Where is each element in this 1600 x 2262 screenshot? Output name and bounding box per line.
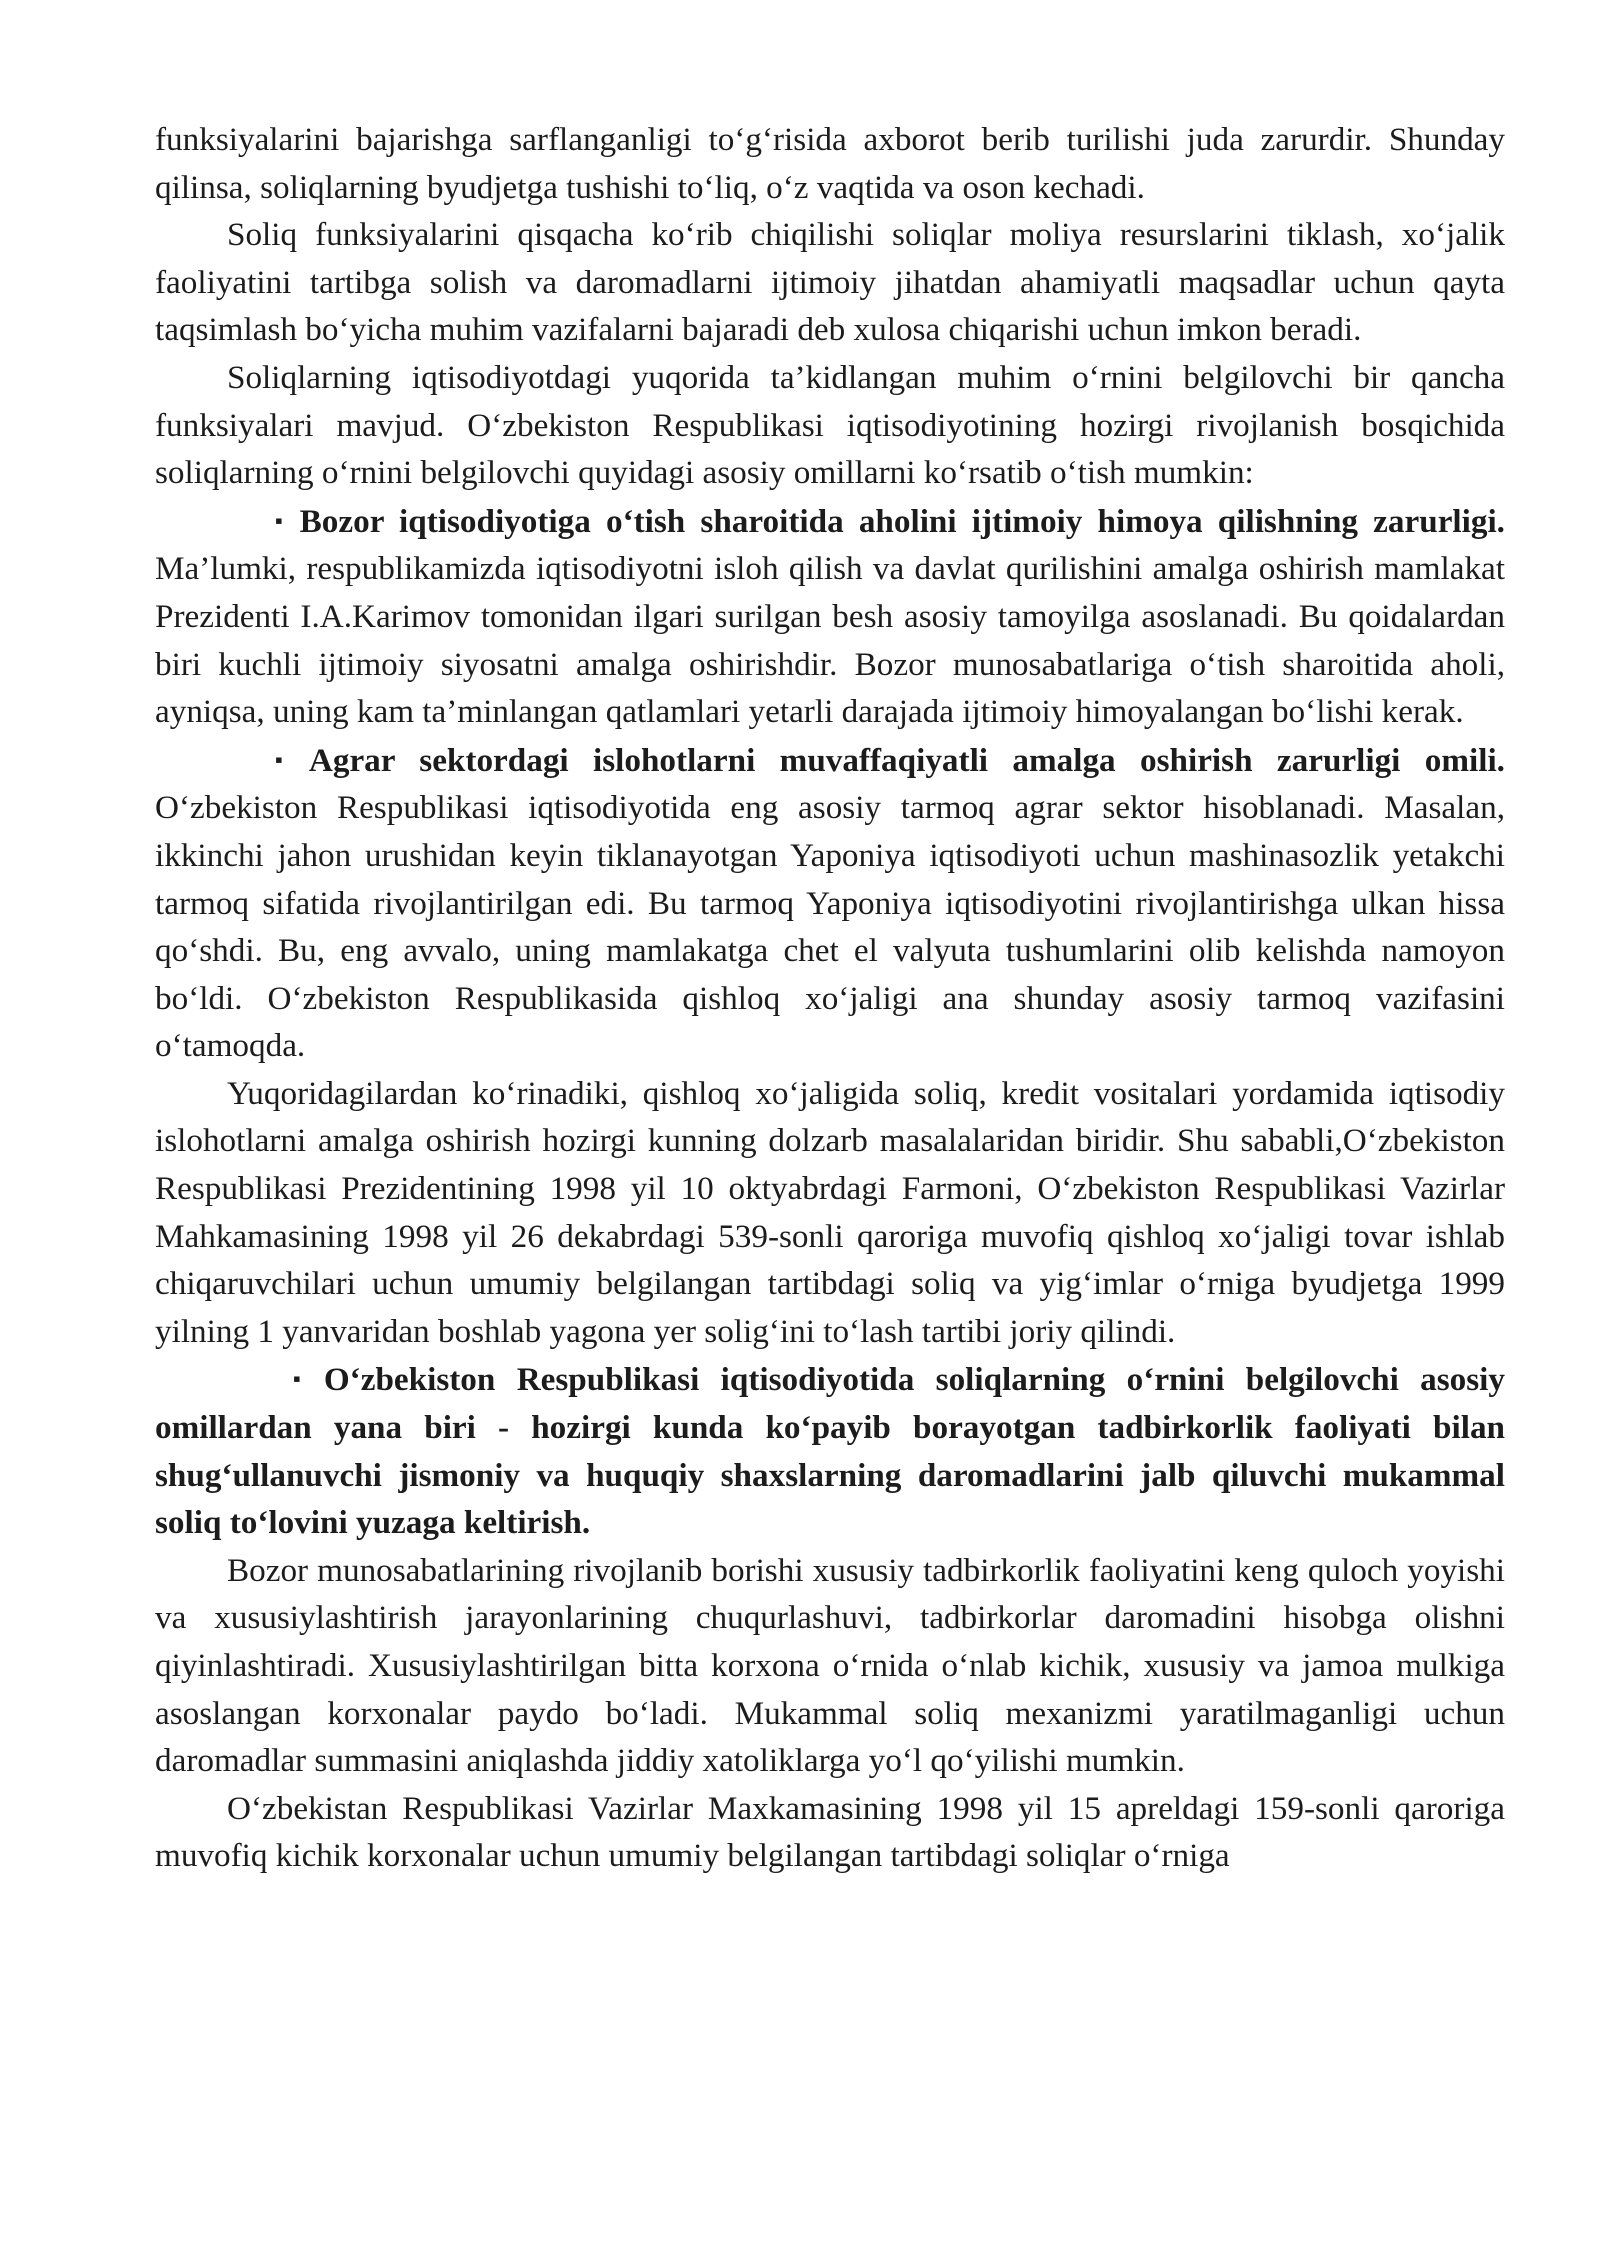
bullet-item-entrepreneur-tax (155, 1355, 1505, 1546)
bullet-item-social-protection (155, 497, 1505, 736)
bullet-heading: O‘zbekiston Respublikasi iqtisodiyotida soliqlarning o‘rnini belgilovchi asosiy omillardan yana biri - hozirgi kunda ko‘payib borayotgan tadbirkorlik faoliyati bilan shug‘ullanuvchi jismoniy va huquqiy shaxslarning daromadlarini jalb qiluvchi mukammal soliq to‘lovini yuzaga keltirish. (155, 1361, 1505, 1542)
square-bullet-icon: ▪ (275, 507, 290, 533)
paragraph-market-relations: Bozor munosabatlarining rivojlanib borishi xususiy tadbirkorlik faoliyatini keng quloch yoyishi va xususiylashtirish jarayonlarining chuqurlashuvi, tadbirkorlar daromadini hisobga olishni qiyinlashtiradi. Xususiylashtirilgan bitta korxona o‘rnida o‘nlab kichik, xususiy va jamoa mulkiga asoslangan korxonalar paydo bo‘ladi. Mukammal soliq mexanizmi yaratilmaganligi uchun daromadlar summasini aniqlashda jiddiy xatoliklarga yo‘l qo‘yilishi mumkin. (155, 1551, 1505, 1780)
square-bullet-icon: ▪ (275, 746, 299, 772)
paragraph-factors-intro: Soliqlarning iqtisodiyotdagi yuqorida ta’kidlangan muhim o‘rnini belgilovchi bir qancha funksiyalari mavjud. O‘zbekiston Respublikasi iqtisodiyotining hozirgi rivojlanish bosqichida soliqlarning o‘rnini belgilovchi quyidagi asosiy omillarni ko‘rsatib o‘tish mumkin: (155, 358, 1505, 492)
bullet-heading: Agrar sektordagi islohotlarni muvaffaqiyatli amalga oshirish zarurligi omili. (308, 741, 1505, 779)
bullet-body: O‘zbekiston Respublikasi iqtisodiyotida eng asosiy tarmoq agrar sektor hisoblanadi. Masalan, ikkinchi jahon urushidan keyin tiklanayotgan Yaponiya iqtisodiyoti uchun mashinasozlik yetakchi tarmoq sifatida rivojlantirilgan edi. Bu tarmoq Yaponiya iqtisodiyotini rivojlantirishga ulkan hissa qo‘shdi. Bu, eng avvalo, uning mamlakatga chet el valyuta tushumlarini olib kelishda namoyon bo‘ldi. O‘zbekiston Respublikasida qishloq xo‘jaligi ana shunday asosiy tarmoq vazifasini o‘tamoqda. (155, 789, 1505, 1065)
bullet-body: Ma’lumki, respublikamizda iqtisodiyotni isloh qilish va davlat qurilishini amalga oshirish mamlakat Prezidenti I.A.Karimov tomonidan ilgari surilgan besh asosiy tamoyilga asoslanadi. Bu qoidalardan biri kuchli ijtimoiy siyosatni amalga oshirishdir. Bozor munosabatlariga o‘tish sharoitida aholi, ayniqsa, uning kam ta’minlangan qatlamlari yetarli darajada ijtimoiy himoyalangan bo‘lishi kerak. (155, 550, 1505, 731)
bullet-item-agrarian-reform (155, 736, 1505, 1070)
square-bullet-icon: ▪ (293, 1366, 314, 1392)
document-page (155, 116, 1505, 1880)
paragraph-continuation: funksiyalarini bajarishga sarflanganligi to‘g‘risida axborot berib turilishi juda zarurdir. Shunday qilinsa, soliqlarning byudjetga tushishi to‘liq, o‘z vaqtida va oson kechadi. (155, 121, 1505, 206)
paragraph-small-enterprises: O‘zbekistan Respublikasi Vazirlar Maxkamasining 1998 yil 15 apreldagi 159-sonli qaroriga muvofiq kichik korxonalar uchun umumiy belgilangan tartibdagi soliqlar o‘rniga (155, 1789, 1505, 1875)
paragraph-tax-functions: Soliq funksiyalarini qisqacha ko‘rib chiqilishi soliqlar moliya resurslarini tiklash, xo‘jalik faoliyatini tartibga solish va daromadlarni ijtimoiy jihatdan ahamiyatli maqsadlar uchun qayta taqsimlash bo‘yicha muhim vazifalarni bajaradi deb xulosa chiqarishi uchun imkon beradi. (155, 216, 1505, 349)
bullet-heading: Bozor iqtisodiyotiga o‘tish sharoitida aholini ijtimoiy himoya qilishning zarurligi. (299, 502, 1505, 540)
paragraph-agriculture-tax: Yuqoridagilardan ko‘rinadiki, qishloq xo‘jaligida soliq, kredit vositalari yordamida iqtisodiy islohotlarni amalga oshirish hozirgi kunning dolzarb masalalaridan biridir. Shu sababli,O‘zbekiston Respublikasi Prezidentining 1998 yil 10 oktyabrdagi Farmoni, O‘zbekiston Respublikasi Vazirlar Mahkamasining 1998 yil 26 dekabrdagi 539-sonli qaroriga muvofiq qishloq xo‘jaligi tovar ishlab chiqaruvchilari uchun umumiy belgilangan tartibdagi soliq va yig‘imlar o‘rniga byudjetga 1999 yilning 1 yanvaridan boshlab yagona yer solig‘ini to‘lash tartibi joriy qilindi. (155, 1074, 1505, 1350)
